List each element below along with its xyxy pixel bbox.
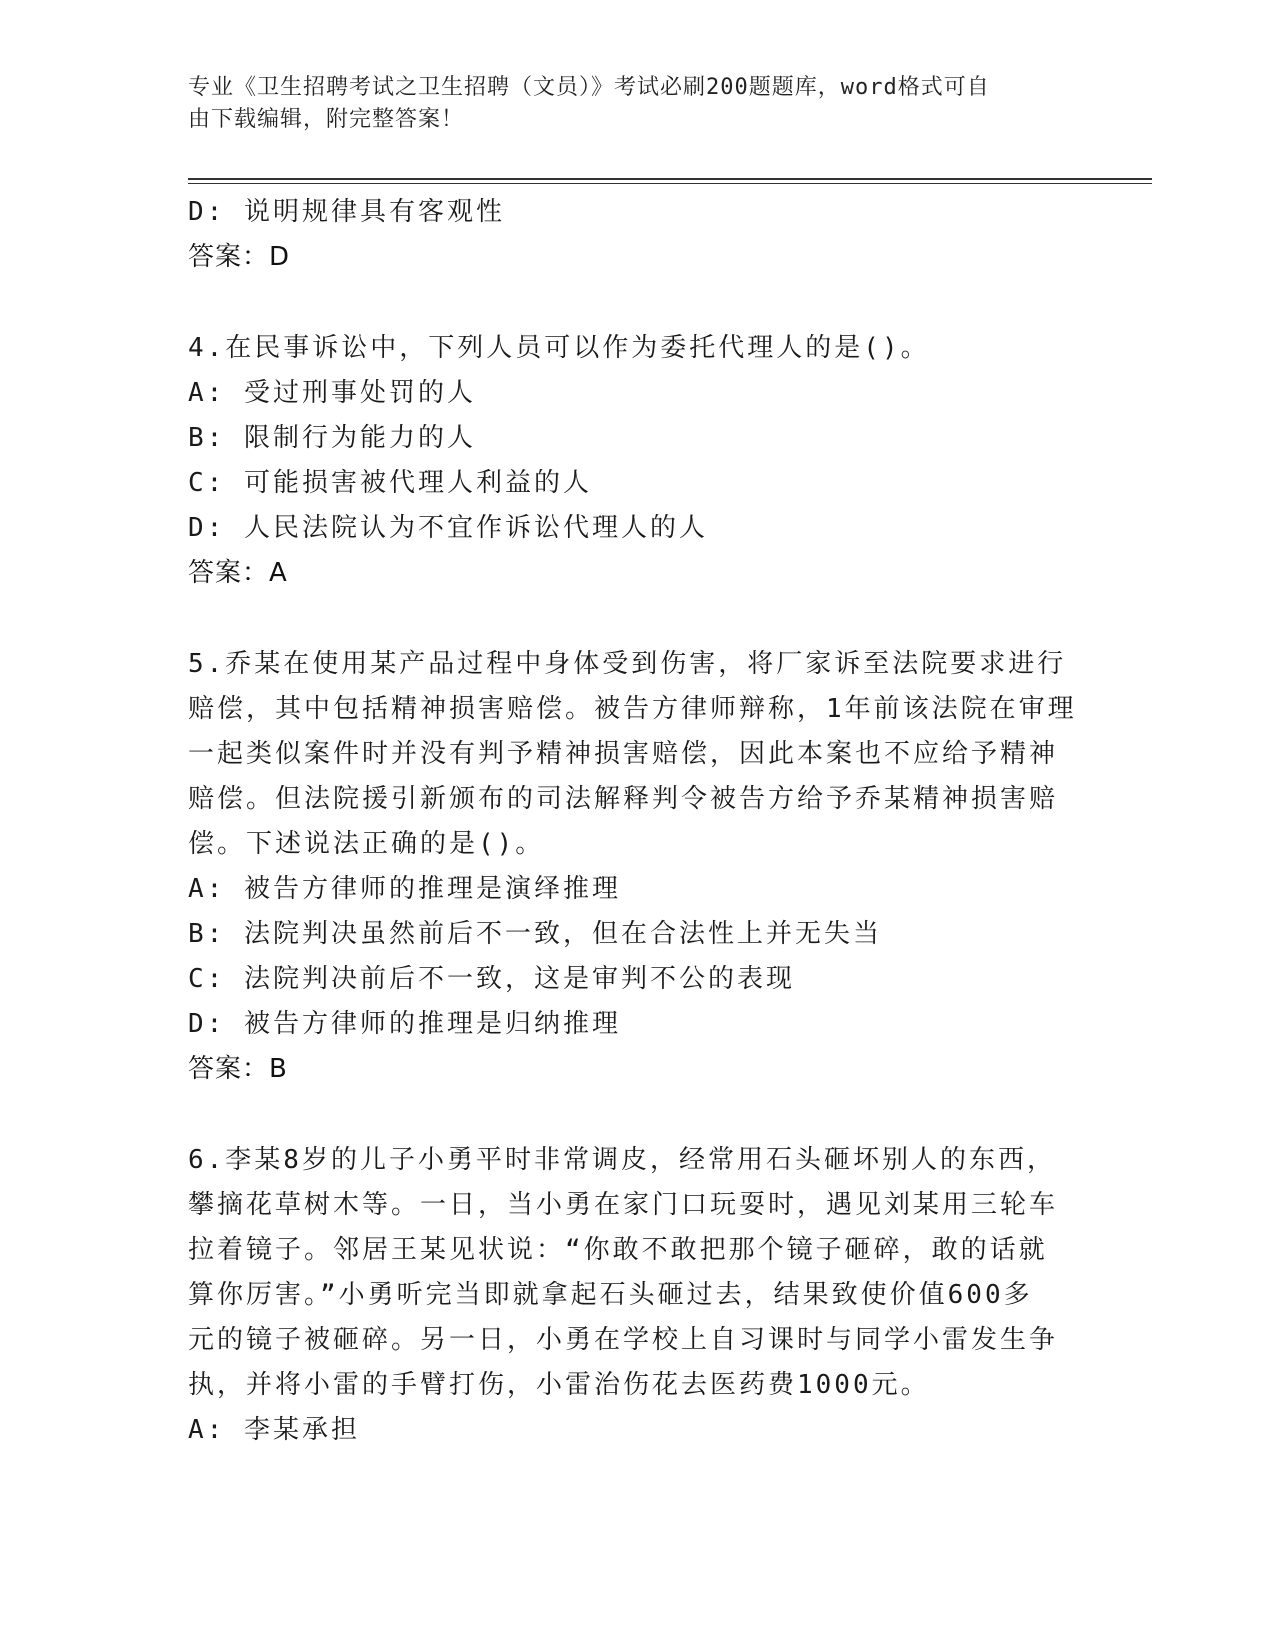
header-divider-thin bbox=[188, 183, 1152, 184]
option-a: A: 受过刑事处罚的人 bbox=[188, 378, 476, 408]
question-5 bbox=[188, 642, 1088, 1092]
answer-line: 答案：B bbox=[188, 1054, 288, 1084]
question-content bbox=[188, 190, 1088, 1453]
question-4 bbox=[188, 326, 1088, 596]
question-line: 一起类似案件时并没有判予精神损害赔偿，因此本案也不应给予精神 bbox=[188, 739, 1059, 769]
option-d: D: 被告方律师的推理是归纳推理 bbox=[188, 1009, 621, 1039]
question-line: 赔偿，其中包括精神损害赔偿。被告方律师辩称，1年前该法院在审理 bbox=[188, 694, 1077, 724]
question-line: 偿。下述说法正确的是()。 bbox=[188, 829, 545, 859]
question-line: 算你厉害。”小勇听完当即就拿起石头砸过去，结果致使价值600多 bbox=[188, 1280, 1033, 1310]
header-line-1: 专业《卫生招聘考试之卫生招聘（文员）》考试必刷200题题库，word格式可自 bbox=[188, 75, 990, 100]
question-line: 6.李某8岁的儿子小勇平时非常调皮，经常用石头砸坏别人的东西， bbox=[188, 1145, 1056, 1175]
question-6 bbox=[188, 1138, 1088, 1453]
option-a: A: 李某承担 bbox=[188, 1415, 360, 1445]
question-text bbox=[188, 642, 1088, 867]
header-divider-thick bbox=[188, 178, 1152, 180]
option-c: C: 可能损害被代理人利益的人 bbox=[188, 468, 592, 498]
question-text bbox=[188, 326, 1088, 371]
question-text bbox=[188, 1138, 1088, 1408]
question-line: 5.乔某在使用某产品过程中身体受到伤害，将厂家诉至法院要求进行 bbox=[188, 649, 1067, 679]
question-line: 元的镜子被砸碎。另一日，小勇在学校上自习课时与同学小雷发生争 bbox=[188, 1325, 1059, 1355]
question-line: 攀摘花草树木等。一日，当小勇在家门口玩耍时，遇见刘某用三轮车 bbox=[188, 1190, 1059, 1220]
previous-question-tail bbox=[188, 190, 1088, 280]
option-b: B: 限制行为能力的人 bbox=[188, 423, 476, 453]
answer-line: 答案：A bbox=[188, 558, 288, 588]
header-line-2: 由下载编辑，附完整答案！ bbox=[188, 107, 465, 132]
option-c: C: 法院判决前后不一致，这是审判不公的表现 bbox=[188, 964, 795, 994]
question-line: 赔偿。但法院援引新颁布的司法解释判令被告方给予乔某精神损害赔 bbox=[188, 784, 1059, 814]
document-header bbox=[188, 72, 1068, 136]
option-b: B: 法院判决虽然前后不一致，但在合法性上并无失当 bbox=[188, 919, 882, 949]
question-line: 执，并将小雷的手臂打伤，小雷治伤花去医药费1000元。 bbox=[188, 1370, 930, 1400]
option-d: D: 人民法院认为不宜作诉讼代理人的人 bbox=[188, 513, 708, 543]
option-d: D: 说明规律具有客观性 bbox=[188, 197, 505, 227]
answer-line: 答案：D bbox=[188, 242, 291, 272]
question-line: 拉着镜子。邻居王某见状说：“你敢不敢把那个镜子砸碎，敢的话就 bbox=[188, 1235, 1048, 1265]
option-a: A: 被告方律师的推理是演绎推理 bbox=[188, 874, 621, 904]
question-line: 4.在民事诉讼中，下列人员可以作为委托代理人的是()。 bbox=[188, 333, 930, 363]
